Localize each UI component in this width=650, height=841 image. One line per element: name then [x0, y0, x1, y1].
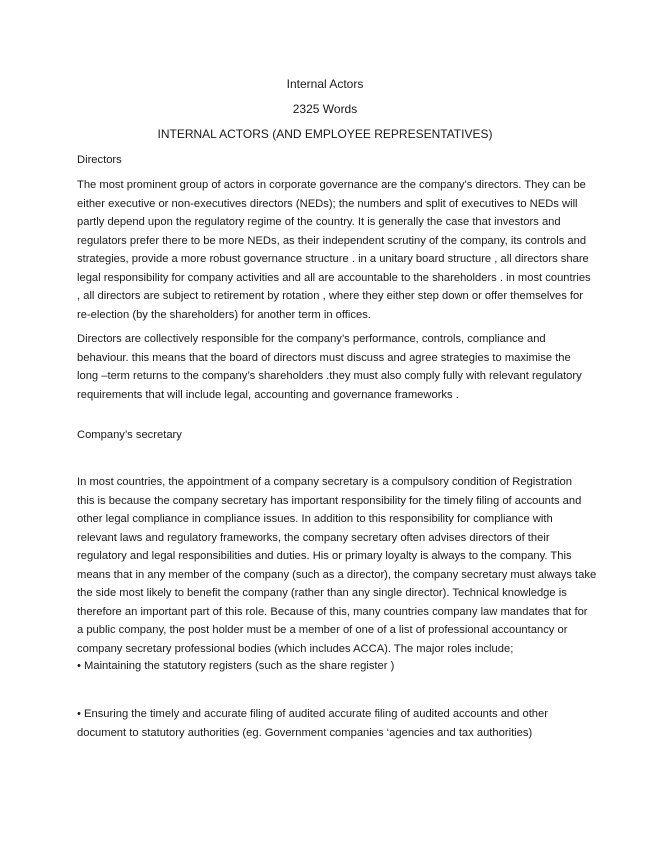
text-line: • Maintaining the statutory registers (such as the share register ) [77, 660, 395, 672]
main-heading: INTERNAL ACTORS (AND EMPLOYEE REPRESENTATIVES) [157, 127, 493, 141]
word-count: 2325 Words [292, 102, 358, 116]
bullet-item-registers [77, 657, 577, 676]
text-line: means that in any member of the company (such as a director), the company secretary must always take [77, 568, 597, 581]
text-line: requirements that will include legal, accounting and governance frameworks . [77, 388, 459, 401]
text-line: partly depend upon the regulatory regime of the country. It is generally the case that investors and [77, 216, 561, 228]
bullet-item-filing [77, 705, 577, 742]
text-line: regulatory and legal responsibilities and duties. His or primary loyalty is always to the company. This [77, 550, 572, 562]
text-line: In most countries, the appointment of a company secretary is a compulsory condition of Registration [77, 476, 572, 488]
text-line: therefore an important part of this role. Because of this, many countries company law mandates that for [77, 605, 588, 618]
section-heading-directors: Directors [77, 154, 122, 166]
secretary-paragraph-1 [77, 473, 597, 658]
directors-paragraph-1 [77, 176, 591, 324]
text-line: relevant laws and regulatory frameworks, the company secretary often advises directors of their [77, 531, 550, 544]
text-line: • Ensuring the timely and accurate filing of audited accurate filing of audited accounts and other [77, 708, 548, 720]
text-line: company secretary professional bodies (which includes ACCA). The major roles include; [77, 642, 514, 655]
text-line: regulators prefer there to be more NEDs, as their independent scrutiny of the company, its controls and [77, 234, 587, 247]
text-line: strategies, provide a more robust governance structure . in a unitary board structure , all directors share [77, 253, 589, 265]
text-line: re-election (by the shareholders) for another term in offices. [77, 308, 371, 321]
text-line: long –term returns to the company’s shareholders .they must also comply fully with relevant regulatory [77, 370, 582, 382]
text-line: either executive or non-executives directors (NEDs); the numbers and split of executives to NEDs will [77, 197, 578, 210]
directors-paragraph-2 [77, 330, 582, 404]
section-heading-secretary: Company’s secretary [77, 429, 182, 441]
text-line: other legal compliance in compliance issues. In addition to this responsibility for compliance with [77, 513, 553, 525]
document-title: Internal Actors [286, 77, 364, 91]
text-line: this is because the company secretary has important responsibility for the timely filing of accounts and [77, 494, 582, 507]
text-line: document to statutory authorities (eg. Government companies ‘agencies and tax authorities) [77, 726, 533, 739]
text-line: a public company, the post holder must be a member of one of a list of professional accountancy or [77, 624, 568, 636]
text-line: the side most likely to benefit the company (rather than any single director). Technical knowledge is [77, 587, 567, 599]
text-line: , all directors are subject to retirement by rotation , where they either step down or offer themselves for [77, 290, 583, 302]
text-line: behaviour. this means that the board of directors must discuss and agree strategies to maximise the [77, 351, 571, 364]
text-line: legal responsibility for company activities and all are accountable to the shareholders . in most countries [77, 271, 591, 284]
text-line: Directors are collectively responsible for the company’s performance, controls, compliance and [77, 333, 546, 345]
text-line: The most prominent group of actors in corporate governance are the company’s directors. They can be [77, 179, 586, 191]
